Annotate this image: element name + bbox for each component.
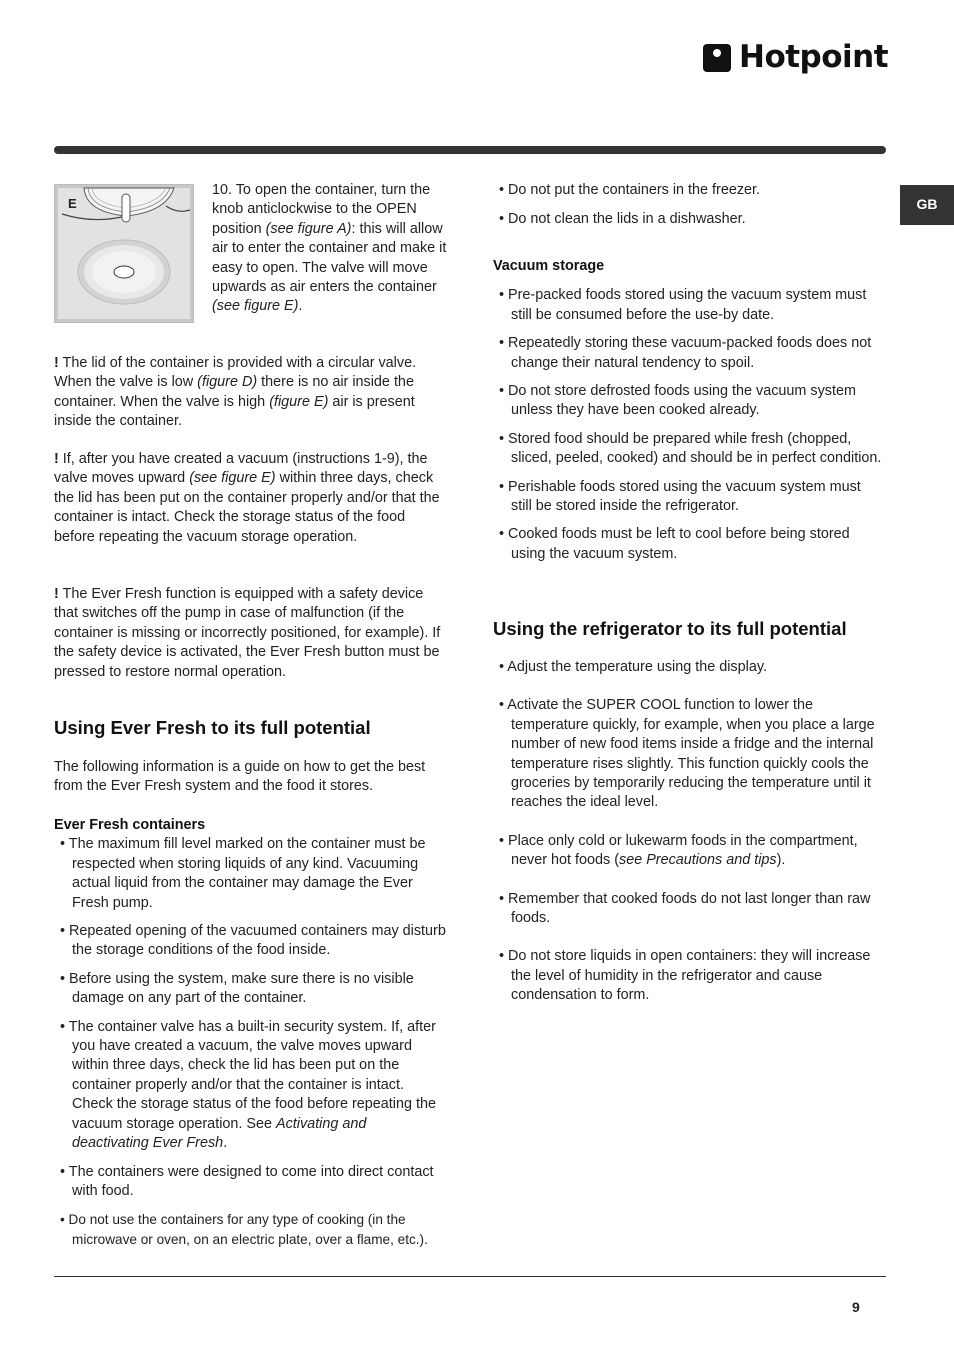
note-valve [54,354,446,432]
list-item: • Repeatedly storing these vacuum-packed foods does not change their natural tendency to spoil. [499,335,872,371]
note-safety-device [54,585,446,682]
list-item-text-end: ). [776,852,786,869]
step-10 [212,181,452,317]
list-item [54,1018,446,1154]
list-item: • The maximum fill level marked on the container must be respected when storing liquids of any kind. Vacuuming actual liquid from the container may damage the Ever Fresh pump. [60,836,426,911]
list-item-text-end: . [223,1135,228,1152]
container-care-list [493,181,885,230]
header-divider [54,146,886,154]
list-item: • Do not store defrosted foods using the vacuum system unless they have been cooked already. [499,383,856,419]
brand-name: Hotpoint [739,39,889,76]
note-text: there is no air inside the container. When the valve is high [54,374,414,410]
step-10-text-end: . [298,298,303,315]
brand-logo [703,38,888,78]
list-item: • Adjust the temperature using the display. [499,659,767,675]
list-item: • Perishable foods stored using the vacuum system must still be stored inside the refrigerator. [499,478,861,515]
list-item: • Do not use the containers for any type of cooking (in the microwave or oven, on an electric plate, over a flame, etc.). [60,1212,428,1247]
step-10-text-mid: : this will allow air to enter the container and make it easy to open. The valve will move upwards as air enters the container [212,220,447,296]
list-item: • Do not clean the lids in a dishwasher. [499,211,746,228]
figure-e-reference: (see figure E) [189,470,276,487]
list-item: • Repeated opening of the vacuumed containers may disturb the storage conditions of the food inside. [60,923,446,959]
note-vacuum-check [54,450,446,547]
step-10-text: 10. To open the container, turn the knob anticlockwise to the OPEN position [212,182,431,237]
page-number: 9 [852,1299,860,1315]
list-item: • Cooked foods must be left to cool before being stored using the vacuum system. [499,526,850,562]
note-text: within three days, check the lid has been put on the container properly and/or that the container is intact. Check the storage status of the food before repeating the vacuum storage operation. [54,470,440,545]
list-item: • Do not put the containers in the freezer. [499,182,761,198]
figure-e-reference: (see figure E) [212,298,299,315]
footer-divider [54,1276,886,1277]
section-heading-ever-fresh: Using Ever Fresh to its full potential [54,717,371,738]
figure-d-reference: (figure D) [197,374,258,391]
figure-a-reference: (see figure A) [265,220,352,237]
hotpoint-logo-icon [703,44,731,72]
list-item [493,832,885,871]
note-text: The lid of the container is provided with a circular valve. When the valve is low [54,355,417,391]
subheading-vacuum-storage: Vacuum storage [493,258,605,274]
language-tab-label: GB [916,196,938,213]
note-text: air is present inside the container. [54,393,415,430]
list-item-text: • The container valve has a built-in security system. If, after you have created a vacuum, the valve moves upward within three days, check the lid has been put on the container properly and/or that the container is intact. Check the storage status of the food before repeating the vacuum storage operation. See [60,1018,437,1132]
vacuum-storage [493,257,885,564]
section-reference: Activating and deactivating Ever Fresh [72,1115,367,1152]
list-item-text: • Place only cold or lukewarm foods in the compartment, never hot foods ( [499,832,858,869]
language-tab [900,185,954,225]
list-item: • Activate the SUPER COOL function to lower the temperature quickly, for example, when you place a large number of new food items inside a fridge and the internal temperature rises slightly. This function quickly cools the groceries by temporarily reducing the temperature until it reaches the ideal level. [499,697,875,811]
refrigerator-tips [493,658,885,1006]
ever-fresh-containers [54,816,446,1249]
guide-intro [54,758,446,797]
list-item: • Before using the system, make sure there is no visible damage on any part of the container. [60,970,414,1007]
list-item: • Pre-packed foods stored using the vacuum system must still be consumed before the use-by date. [499,287,867,323]
note-text: If, after you have created a vacuum (instructions 1-9), the valve moves upward [54,451,428,487]
figure-e [54,184,194,323]
section-reference: see Precautions and tips [619,852,777,869]
figure-label: E [68,196,77,211]
warning-mark: ! [54,586,59,602]
figure-e-reference: (figure E) [269,393,329,410]
list-item: • Stored food should be prepared while fresh (chopped, sliced, peeled, cooked) and should be in perfect condition. [499,430,882,467]
section-heading-refrigerator: Using the refrigerator to its full potential [493,618,847,639]
list-item: • Remember that cooked foods do not last longer than raw foods. [499,890,871,927]
warning-mark: ! [54,451,59,467]
guide-text: The following information is a guide on how to get the best from the Ever Fresh system and the food it stores. [54,759,426,795]
note-text: The Ever Fresh function is equipped with a safety device that switches off the pump in case of malfunction (if the container is missing or incorrectly positioned, for example). If the safety device is activated, the Ever Fresh button must be pressed to restore normal operation. [54,586,441,680]
list-item: • The containers were designed to come into direct contact with food. [60,1163,434,1199]
list-item: • Do not store liquids in open containers: they will increase the level of humidity in the refrigerator and cause condensation to form. [499,948,871,1004]
warning-mark: ! [54,355,59,371]
subheading-containers: Ever Fresh containers [54,817,206,833]
